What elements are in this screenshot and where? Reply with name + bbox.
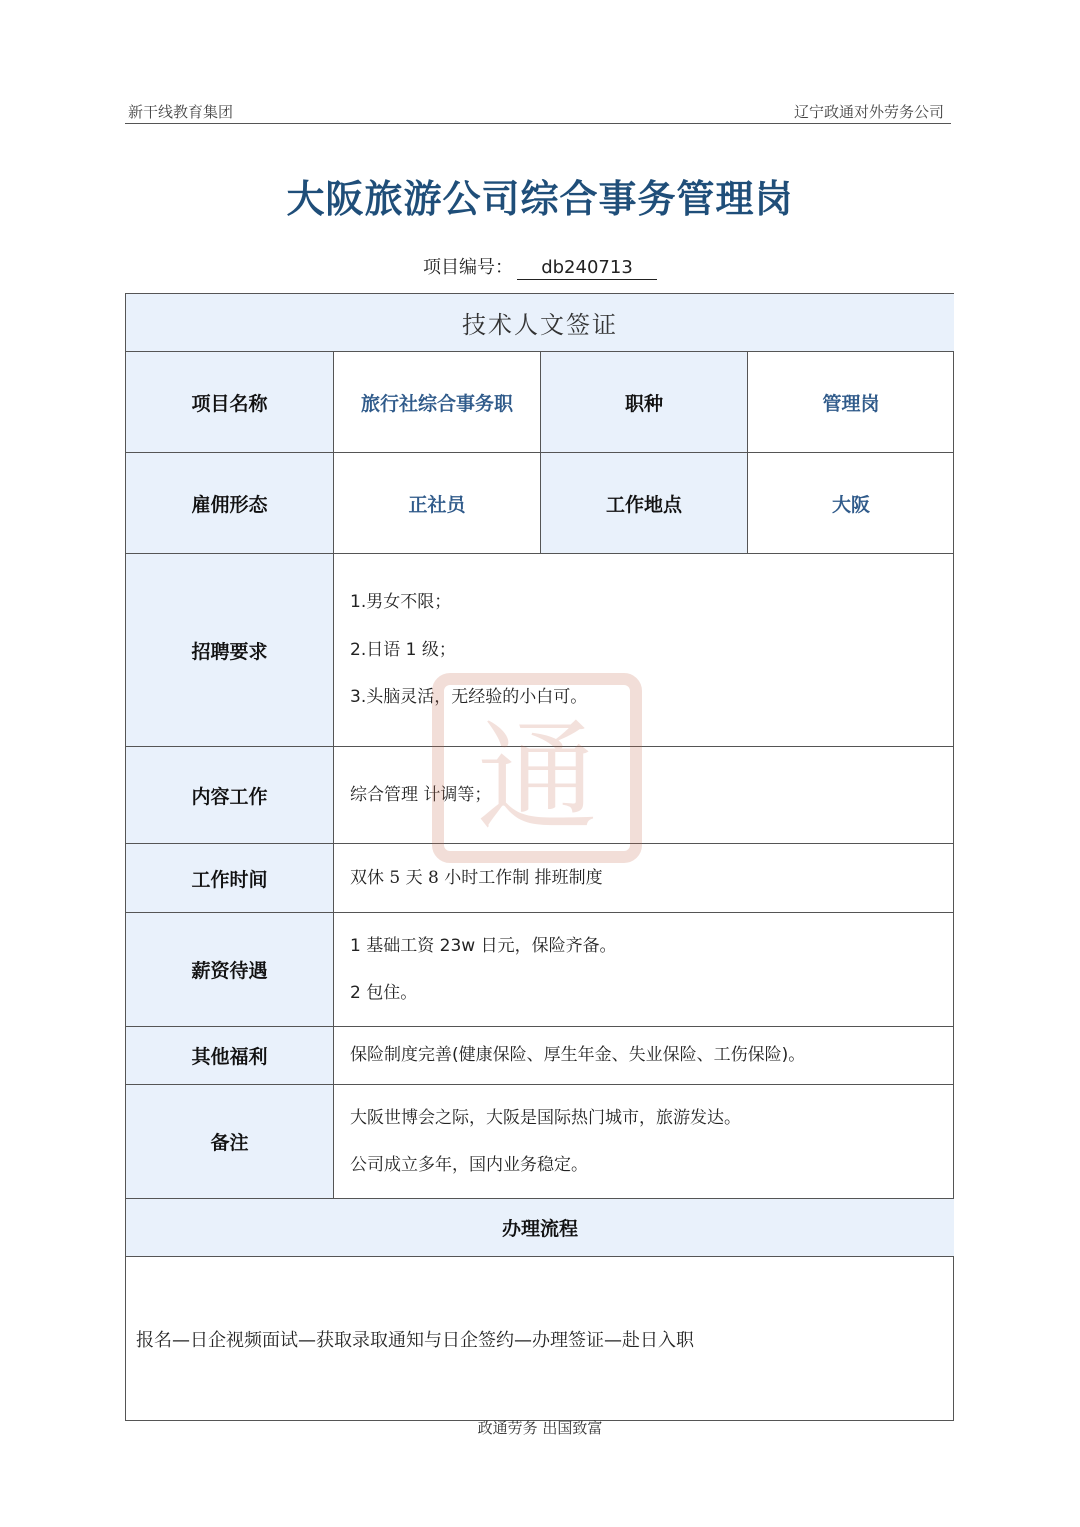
location-label: 工作地点	[541, 453, 748, 554]
work-hours-label: 工作时间	[126, 844, 334, 913]
remarks-label: 备注	[126, 1085, 334, 1199]
project-name-label: 项目名称	[126, 352, 334, 453]
benefits-label: 其他福利	[126, 1027, 334, 1085]
project-name-value: 旅行社综合事务职	[334, 352, 541, 453]
requirement-item: 2.日语 1 级；	[350, 639, 456, 660]
benefits-cell	[334, 1027, 954, 1085]
project-number-label: 项目编号：	[423, 257, 513, 278]
benefits-text: 保险制度完善(健康保险、厚生年金、失业保险、工伤保险)。	[350, 1045, 806, 1066]
salary-list	[334, 913, 954, 1027]
header-company-right: 辽宁政通对外劳务公司	[793, 103, 944, 121]
header-company-left: 新干线教育集团	[128, 103, 234, 121]
requirement-item: 1.男女不限；	[350, 592, 452, 613]
header-divider	[125, 123, 951, 124]
visa-type: 技术人文签证	[126, 294, 954, 352]
employment-label: 雇佣形态	[126, 453, 334, 554]
salary-item: 2 包住。	[350, 983, 418, 1003]
requirement-item: 3.头脑灵活，无经验的小白可。	[350, 687, 588, 708]
process-text: 报名—日企视频面试—获取录取通知与日企签约—办理签证—赴日入职	[136, 1329, 694, 1351]
location-value: 大阪	[748, 453, 954, 554]
salary-label: 薪资待遇	[126, 913, 334, 1027]
job-type-value: 管理岗	[748, 352, 954, 453]
remarks-list	[334, 1085, 954, 1199]
job-type-label: 职种	[541, 352, 748, 453]
process-cell	[126, 1257, 954, 1420]
remarks-item: 大阪世博会之际，大阪是国际热门城市，旅游发达。	[350, 1107, 741, 1128]
salary-item: 1 基础工资 23w 日元，保险齐备。	[350, 935, 617, 956]
project-number	[0, 253, 1080, 280]
process-label: 办理流程	[126, 1199, 954, 1257]
footer-slogan: 政通劳务 出国致富	[477, 1419, 603, 1437]
employment-value: 正社员	[334, 453, 541, 554]
info-table	[125, 293, 954, 1421]
requirements-list	[334, 554, 954, 747]
seal-glyph: 通	[477, 709, 597, 848]
project-number-value: db240713	[517, 257, 657, 280]
work-content-label: 内容工作	[126, 747, 334, 844]
work-content-text: 综合管理 计调等；	[350, 784, 492, 805]
requirements-label: 招聘要求	[126, 554, 334, 747]
page-title: 大阪旅游公司综合事务管理岗	[286, 177, 794, 221]
work-hours-cell	[334, 844, 954, 913]
work-content-cell	[334, 747, 954, 844]
remarks-item: 公司成立多年，国内业务稳定。	[350, 1155, 588, 1175]
work-hours-text: 双休 5 天 8 小时工作制 排班制度	[350, 867, 603, 888]
